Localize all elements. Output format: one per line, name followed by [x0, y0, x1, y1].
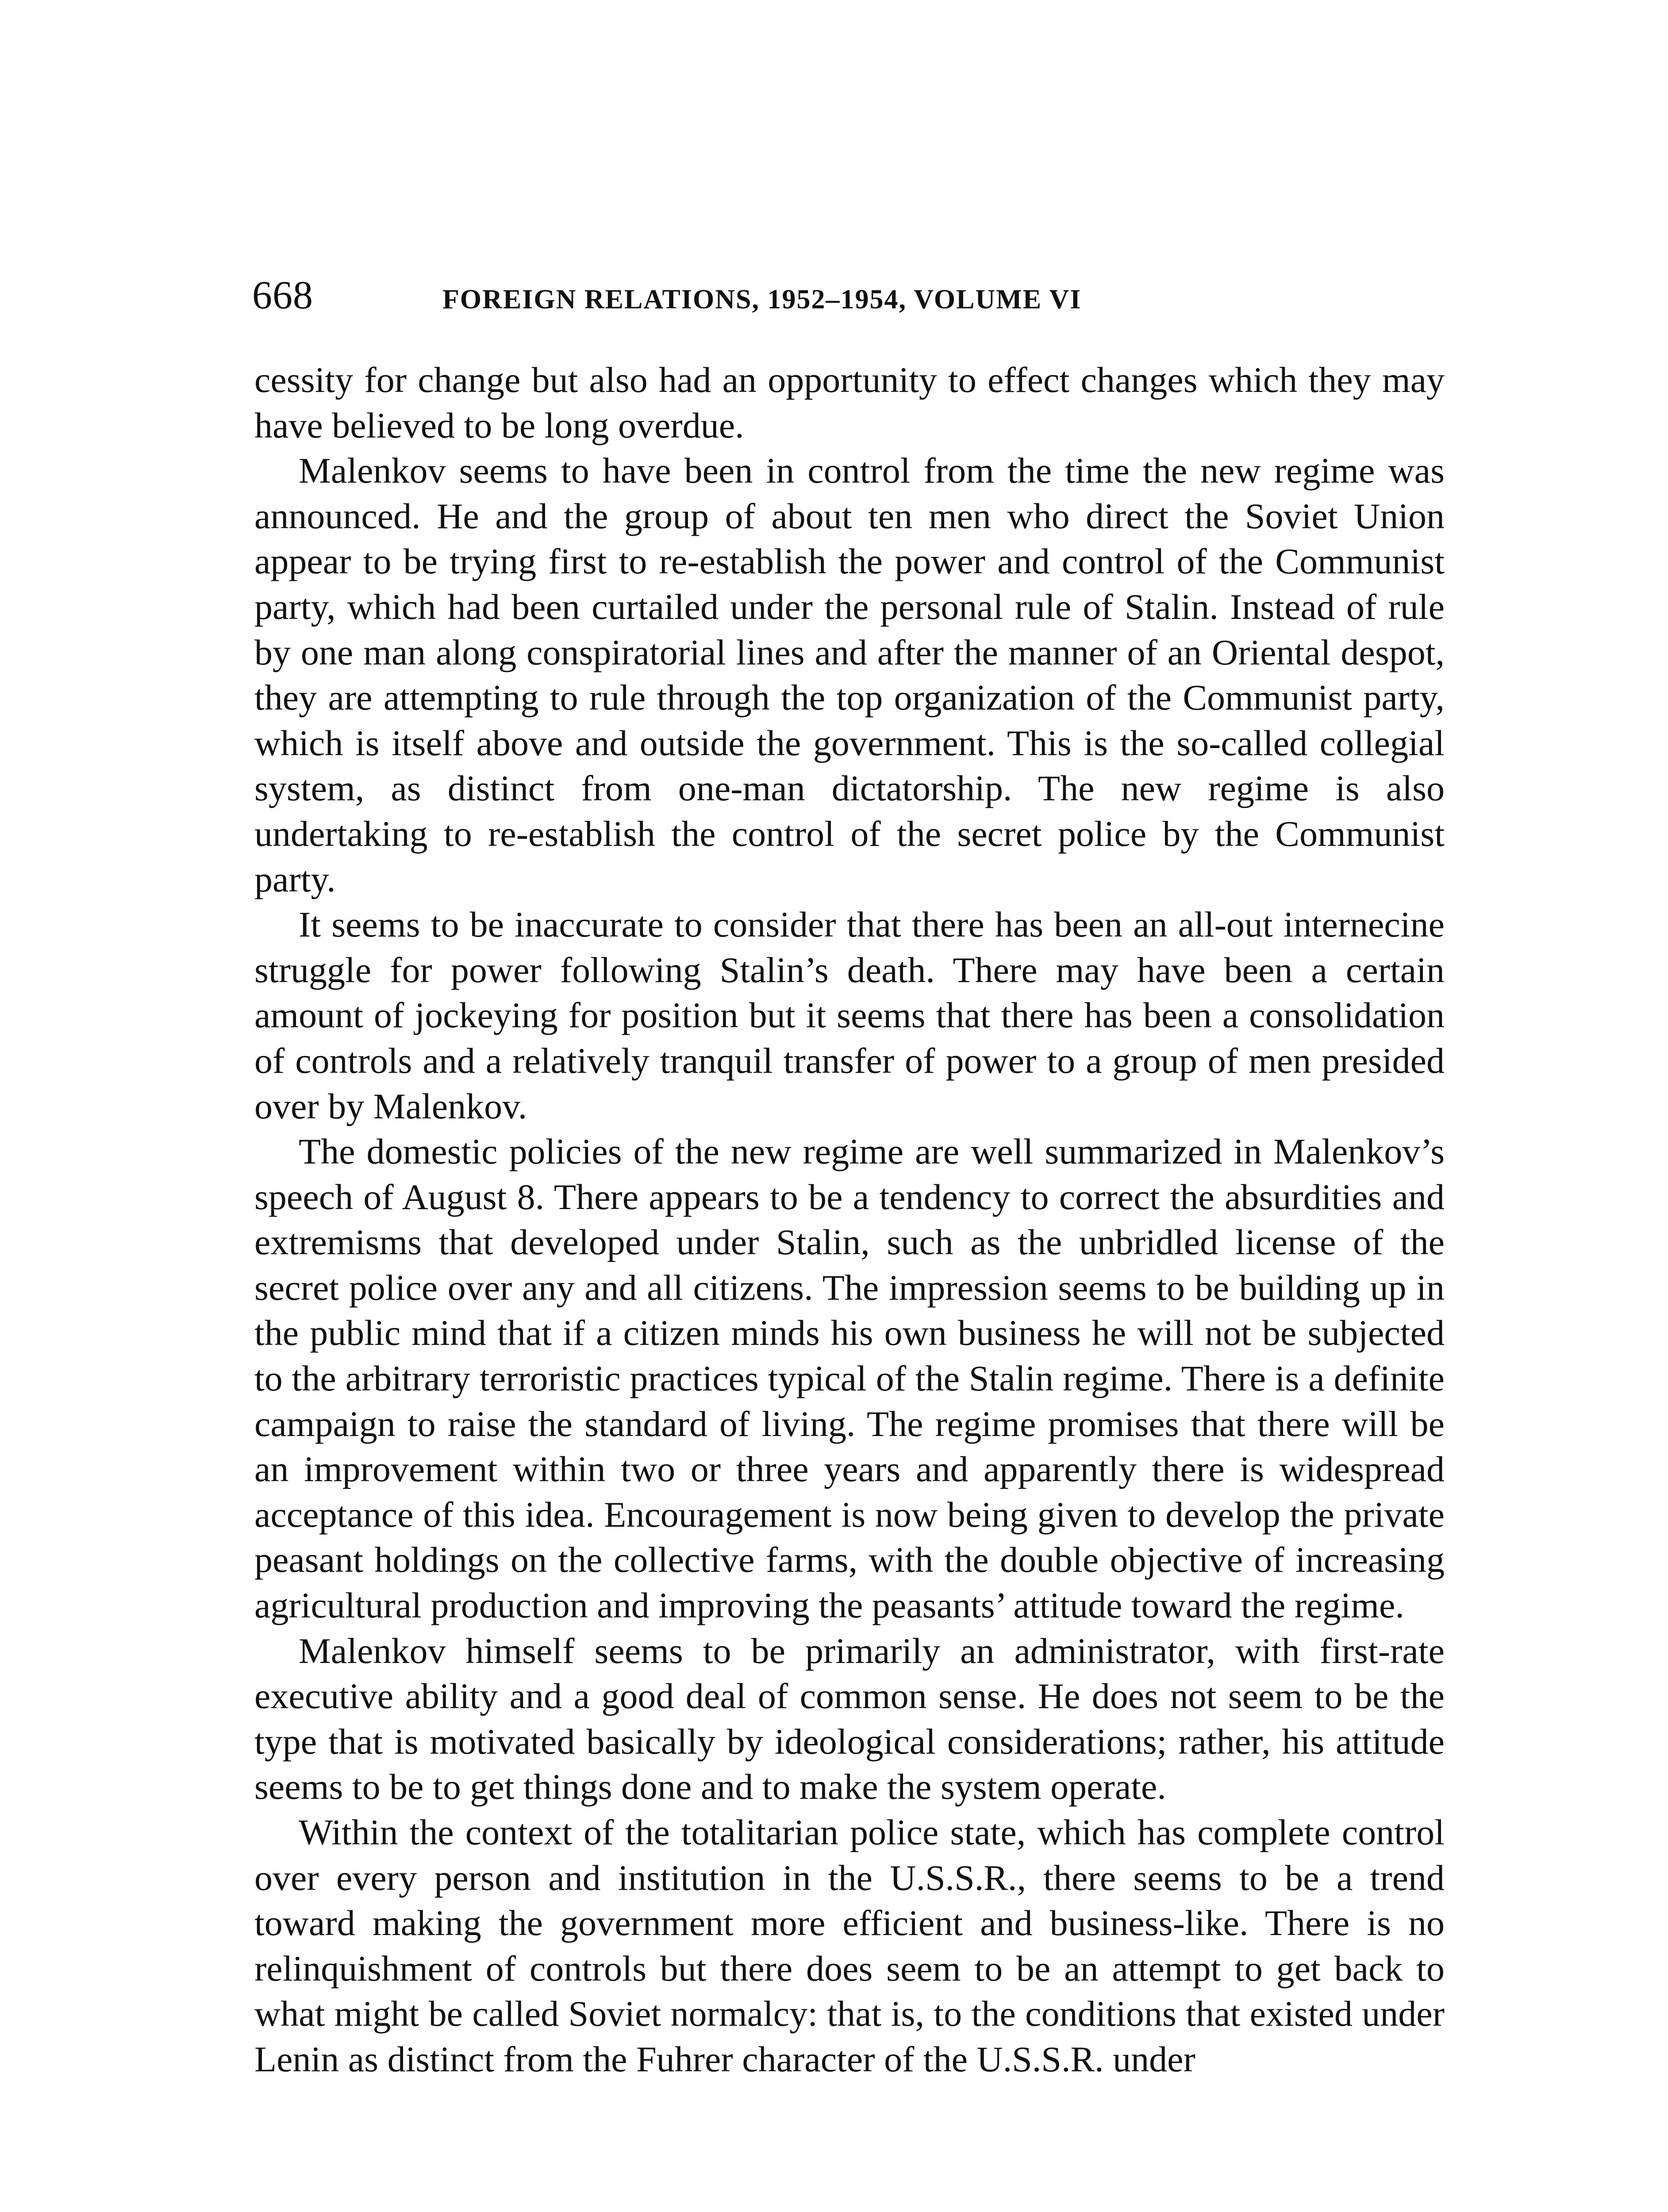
paragraph: Malenkov seems to have been in control from the time the new regime was announced. He and the group of about ten men who direct the Soviet Union appear to be trying first to re-establish the power and control of the Communist party, which had been curtailed under the personal rule of Stalin. Instead of rule by one man along conspiratorial lines and after the manner of an Oriental despot, they are attempting to rule through the top organization of the Communist party, which is itself above and outside the government. This is the so-called collegial system, as distinct from one-man dictatorship. The new regime is also undertaking to re-establish the control of the secret police by the Communist party. [254, 450, 1445, 899]
paragraph: Within the context of the totalitarian police state, which has complete control over every person and institution in the U.S.S.R., there seems to be a trend toward making the government more efficient and business-like. There is no relinquishment of controls but there does seem to be an attempt to get back to what might be called Soviet normalcy: that is, to the conditions that existed under Lenin as distinct from the Fuhrer character of the U.S.S.R. under [254, 1812, 1445, 2079]
paragraph: The domestic policies of the new regime are well summarized in Malenkov’s speech of August 8. There appears to be a tendency to correct the absurdities and extremisms that developed under Stalin, such as the unbridled license of the secret police over any and all citizens. The impression seems to be building up in the public mind that if a citizen minds his own business he will not be subjected to the arbitrary terroristic practices typical of the Stalin regime. There is a definite campaign to raise the standard of living. The regime promises that there will be an improvement within two or three years and apparently there is widespread acceptance of this idea. Encouragement is now being given to develop the private peasant holdings on the collective farms, with the double objective of increasing agricultural production and improving the peasants’ attitude toward the regime. [254, 1131, 1445, 1626]
running-title: FOREIGN RELATIONS, 1952–1954, VOLUME VI [442, 284, 1082, 315]
paragraph: It seems to be inaccurate to consider that there has been an all-out internecine struggle for power following Stalin’s death. There may have been a certain amount of jockeying for position but it seems that there has been a consolidation of controls and a relatively tranquil transfer of power to a group of men presided over by Malenkov. [254, 904, 1445, 1126]
paragraph-continued: cessity for change but also had an opportunity to effect changes which they may have believed to be long overdue. [254, 360, 1445, 445]
body-text [254, 357, 1445, 2082]
page-number: 668 [252, 273, 313, 317]
paragraph: Malenkov himself seems to be primarily an administrator, with first-rate executive ability and a good deal of common sense. He does not seem to be the type that is motivated basically by ideological considerations; rather, his attitude seems to be to get things done and to make the system operate. [254, 1630, 1445, 1807]
running-head [252, 269, 1442, 322]
